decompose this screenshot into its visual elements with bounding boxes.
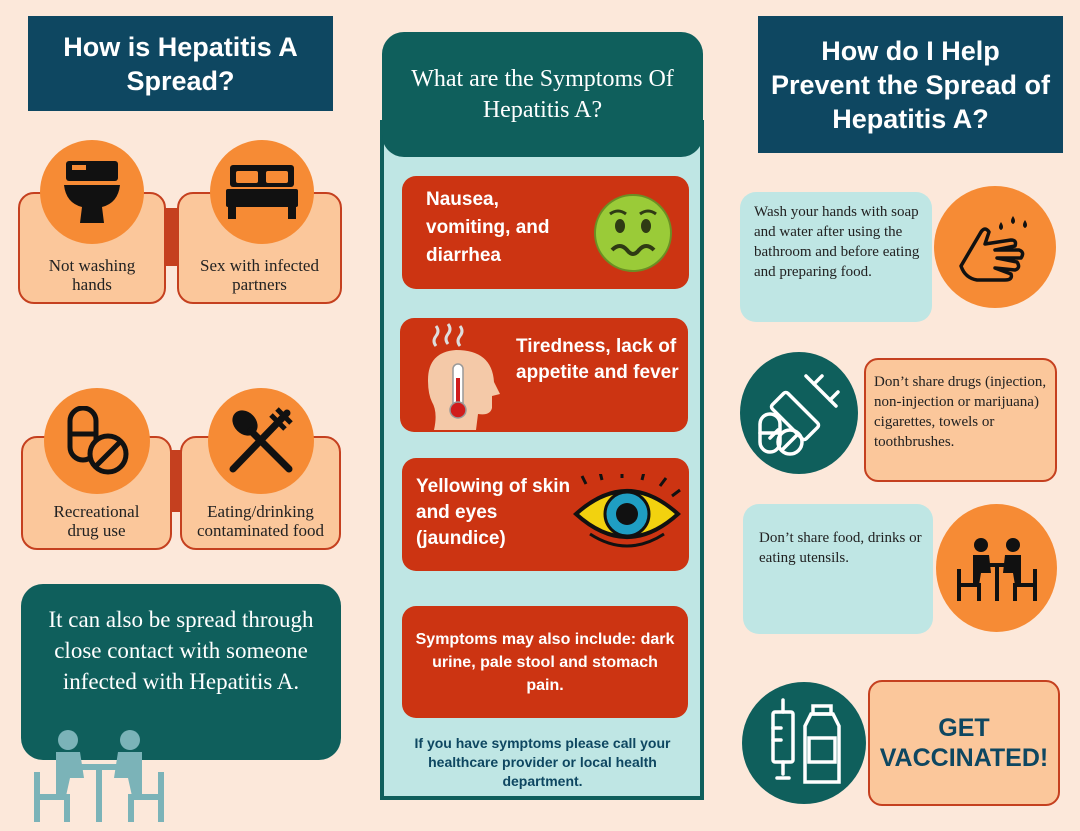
pills-icon: [44, 388, 150, 494]
tip-text: Don’t share drugs (injection, non-injection or marijuana) cigarettes, towels or toothbrushes.: [874, 374, 1047, 450]
spread-card-label: Sex with infected partners: [200, 256, 319, 294]
sharing-meal-icon: [936, 504, 1057, 632]
symptom-text: Yellowing of skin and eyes (jaundice): [416, 476, 571, 549]
symptoms-title: What are the Symptoms Of Hepatitis A?: [411, 65, 674, 123]
handwashing-icon: [934, 186, 1056, 308]
symptom-text: Tiredness, lack of appetite and fever: [516, 336, 679, 383]
spread-card-label: Not washing hands: [48, 256, 136, 294]
get-vaccinated-box: [868, 680, 1060, 806]
get-vaccinated-text: GET VACCINATED!: [879, 714, 1049, 772]
right-title-text: How do I Help Prevent the Spread of Hepatitis A?: [770, 35, 1051, 134]
close-contact-text: It can also be spread through close contact with someone infected with Hepatitis A.: [48, 607, 314, 694]
symptom-tiredness: [400, 318, 688, 432]
syringe-pills-icon: [740, 352, 858, 474]
tip-text: Don’t share food, drinks or eating utensils.: [759, 530, 922, 566]
right-title: [758, 16, 1063, 153]
left-title-text: How is Hepatitis A Spread?: [63, 31, 298, 96]
symptom-nausea: [402, 176, 689, 289]
tip-handwashing: [740, 192, 932, 322]
toilet-icon: [40, 140, 144, 244]
symptom-text: Symptoms may also include: dark urine, pale stool and stomach pain.: [415, 630, 675, 694]
eye-icon: [572, 474, 682, 559]
sharing-meal-icon: [26, 726, 172, 829]
symptom-other: [402, 606, 688, 718]
spread-card-label: Eating/drinking contaminated food: [197, 502, 324, 540]
tip-text: Wash your hands with soap and water after using the bathroom and before eating and preparing food.: [754, 204, 920, 280]
fever-head-icon: [420, 322, 504, 435]
tip-no-sharing-drugs: [864, 358, 1057, 482]
symptoms-footer: If you have symptoms please call your healthcare provider or local health department.: [414, 735, 671, 789]
left-title: [28, 16, 333, 111]
symptom-text: Nausea, vomiting, and diarrhea: [426, 189, 550, 266]
bed-icon: [210, 140, 314, 244]
spread-card-label: Recreational drug use: [53, 502, 140, 540]
symptoms-title-box: [382, 32, 703, 157]
nauseated-face-icon: [592, 192, 674, 279]
symptom-jaundice: [402, 458, 689, 571]
vaccine-icon: [742, 682, 866, 804]
utensils-icon: [208, 388, 314, 494]
tip-no-sharing-food: [743, 504, 933, 634]
